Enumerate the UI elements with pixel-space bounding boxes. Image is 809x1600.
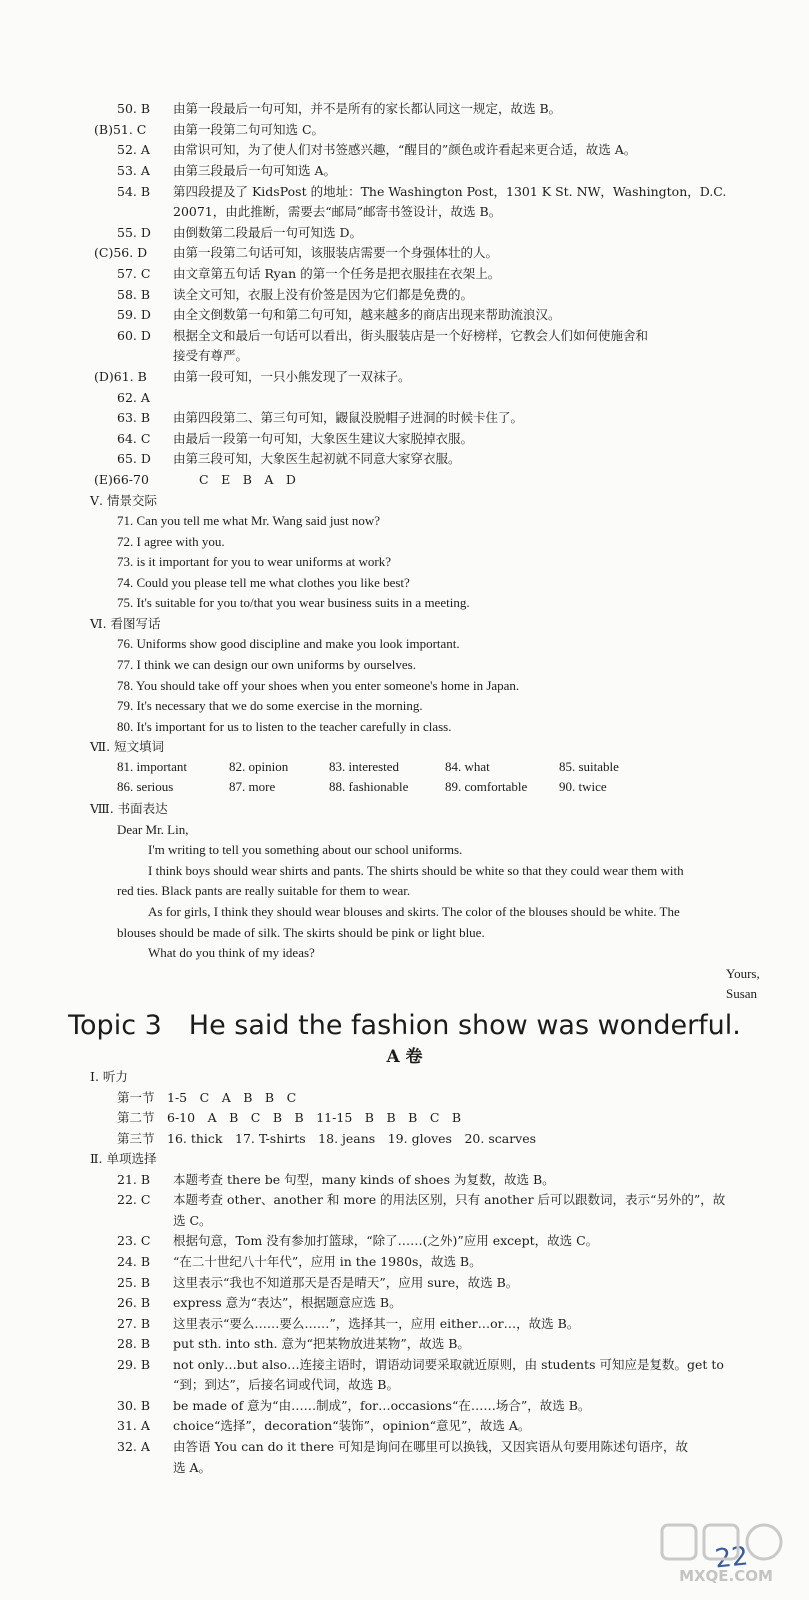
letter-paragraph: red ties. Black pants are really suitable for them to wear. [117,883,411,898]
letter-paragraph: blouses should be made of silk. The skirts should be pink or light blue. [117,925,485,940]
answer-line: 52. A 由常识可知，为了使人们对书签感兴趣，“醒目的”颜色或许看起来更合适，故选 A。 [117,142,637,157]
answer-line: 71. Can you tell me what Mr. Wang said just now? [117,513,381,528]
answer-line: 60. D 根据全文和最后一句话可以看出，街头服装店是一个好榜样，它教会人们如何使施舍和 [117,328,649,343]
word-fill-item: 90. twice [559,779,607,794]
topic-title: Topic 3 He said the fashion show was wonderful. [68,1010,741,1041]
answer-line: 59. D 由全文倒数第一句和第二句可知，越来越多的商店出现来帮助流浪汉。 [117,307,561,322]
handwritten-page-number: 22 [713,1541,750,1575]
listening-line: 第三节 16. thick 17. T-shirts 18. jeans 19. gloves 20. scarves [117,1131,537,1146]
answer-line: 53. A 由第三段最后一句可知选 A。 [117,163,337,178]
answer-line: 26. B express 意为“表达”，根据题意应选 B。 [117,1295,402,1310]
answer-line: 79. It's necessary that we do some exercise in the morning. [117,698,423,713]
letter-paragraph: I'm writing to tell you something about our school uniforms. [148,842,463,857]
answer-line: 58. B 读全文可知，衣服上没有价签是因为它们都是免费的。 [117,287,474,302]
word-fill-item: 86. serious [117,779,174,794]
answer-line: 65. D 由第三段可知，大象医生起初就不同意大家穿衣服。 [117,451,461,466]
answer-line-continued: 接受有尊严。 [173,348,249,363]
answer-line: 57. C 由文章第五句话 Ryan 的第一个任务是把衣服挂在衣架上。 [117,266,501,281]
answer-line-continued: 选 A。 [173,1460,212,1475]
answer-line: 55. D 由倒数第二段最后一句可知选 D。 [117,225,362,240]
answer-line: 29. B not only…but also…连接主语时，谓语动词要采取就近原则，由 students 可知应是复数。get to [117,1357,724,1372]
answer-line: 54. B 第四段提及了 KidsPost 的地址：The Washington Post，1301 K St. NW，Washington，D.C. [117,184,727,199]
answer-line: 23. C 根据句意，Tom 没有参加打篮球，“除了……(之外)”应用 except，故选 C。 [117,1233,599,1248]
answer-line: 50. B 由第一段最后一句可知，并不是所有的家长都认同这一规定，故选 B。 [117,101,562,116]
section-heading: Ⅱ. 单项选择 [90,1151,157,1166]
answer-line: 78. You should take off your shoes when you enter someone's home in Japan. [117,678,520,693]
answer-line: 74. Could you please tell me what clothes you like best? [117,575,410,590]
answer-line: 21. B 本题考查 there be 句型，many kinds of shoes 为复数，故选 B。 [117,1172,555,1187]
letter-closing: Yours, [726,966,760,981]
word-fill-item: 89. comfortable [445,779,528,794]
letter-paragraph: What do you think of my ideas? [148,945,315,960]
section-heading: Ⅵ. 看图写话 [90,616,161,631]
section-heading: Ⅶ. 短文填词 [90,739,165,754]
answer-line: 76. Uniforms show good discipline and make you look important. [117,636,460,651]
answer-line: 31. A choice“选择”，decoration“装饰”，opinion“意见”，故选 A。 [117,1418,531,1433]
watermark-logo [656,1521,796,1587]
letter-greeting: Dear Mr. Lin, [117,822,189,837]
answer-line: 75. It's suitable for you to/that you wear business suits in a meeting. [117,595,470,610]
word-fill-item: 85. suitable [559,759,619,774]
answer-line: 24. B “在二十世纪八十年代”，应用 in the 1980s，故选 B。 [117,1254,482,1269]
answer-line: 62. A [117,390,150,405]
answer-line: 28. B put sth. into sth. 意为“把某物放进某物”，故选 B。 [117,1336,470,1351]
letter-paragraph: I think boys should wear shirts and pants. The shirts should be white so that they could wear them with [148,863,684,878]
listening-line: 第二节 6-10 A B C B B 11-15 B B B C B [117,1110,462,1125]
answer-line: 32. A 由答语 You can do it there 可知是询问在哪里可以换钱，又因宾语从句要用陈述句语序，故 [117,1439,688,1454]
answer-line: 64. C 由最后一段第一句可知，大象医生建议大家脱掉衣服。 [117,431,474,446]
answer-line: 73. is it important for you to wear uniforms at work? [117,554,392,569]
answer-line: (C)56. D 由第一段第二句话可知，该服装店需要一个身强体壮的人。 [94,245,499,260]
word-fill-item: 87. more [229,779,276,794]
letter-paragraph: As for girls, I think they should wear blouses and skirts. The color of the blouses should be white. The [148,904,680,919]
watermark-text: MXQE.COM [679,1567,773,1585]
word-fill-item: 88. fashionable [329,779,409,794]
answer-line: (E)66-70 C E B A D [94,472,296,487]
answer-line: 25. B 这里表示“我也不知道那天是否是晴天”，应用 sure，故选 B。 [117,1275,519,1290]
word-fill-row [117,779,717,797]
answer-line: 22. C 本题考查 other、another 和 more 的用法区别，只有 another 后可以跟数词，表示“另外的”，故 [117,1192,726,1207]
answer-line-continued: “到；到达”，后接名词或代词，故选 B。 [173,1377,399,1392]
section-heading: Ⅴ. 情景交际 [90,493,157,508]
answer-line-continued: 选 C。 [173,1213,212,1228]
answer-line: 77. I think we can design our own uniforms by ourselves. [117,657,416,672]
letter-signature: Susan [726,986,758,1001]
answer-line: (B)51. C 由第一段第二句可知选 C。 [94,122,325,137]
listening-line: 第一节 1-5 C A B B C [117,1090,297,1105]
word-fill-item: 82. opinion [229,759,289,774]
answer-line-continued: 20071，由此推断，需要去“邮局”邮寄书签设计，故选 B。 [173,204,502,219]
answer-line: 30. B be made of 意为“由……制成”，for…occasions“在……场合”，故选 B。 [117,1398,591,1413]
word-fill-item: 83. interested [329,759,400,774]
word-fill-item: 81. important [117,759,188,774]
word-fill-row [117,759,717,777]
answer-line: 27. B 这里表示“要么……要么……”，选择其一，应用 either…or…，故选 B。 [117,1316,580,1331]
answer-line: 63. B 由第四段第二、第三句可知，鼹鼠没脱帽子进洞的时候卡住了。 [117,410,524,425]
word-fill-item: 84. what [445,759,490,774]
answer-line: 72. I agree with you. [117,534,225,549]
paper-label: A 卷 [386,1047,423,1067]
section-heading: Ⅷ. 书面表达 [90,801,168,816]
section-heading: Ⅰ. 听力 [90,1069,128,1084]
answer-line: 80. It's important for us to listen to the teacher carefully in class. [117,719,452,734]
answer-line: (D)61. B 由第一段可知，一只小熊发现了一双袜子。 [94,369,411,384]
